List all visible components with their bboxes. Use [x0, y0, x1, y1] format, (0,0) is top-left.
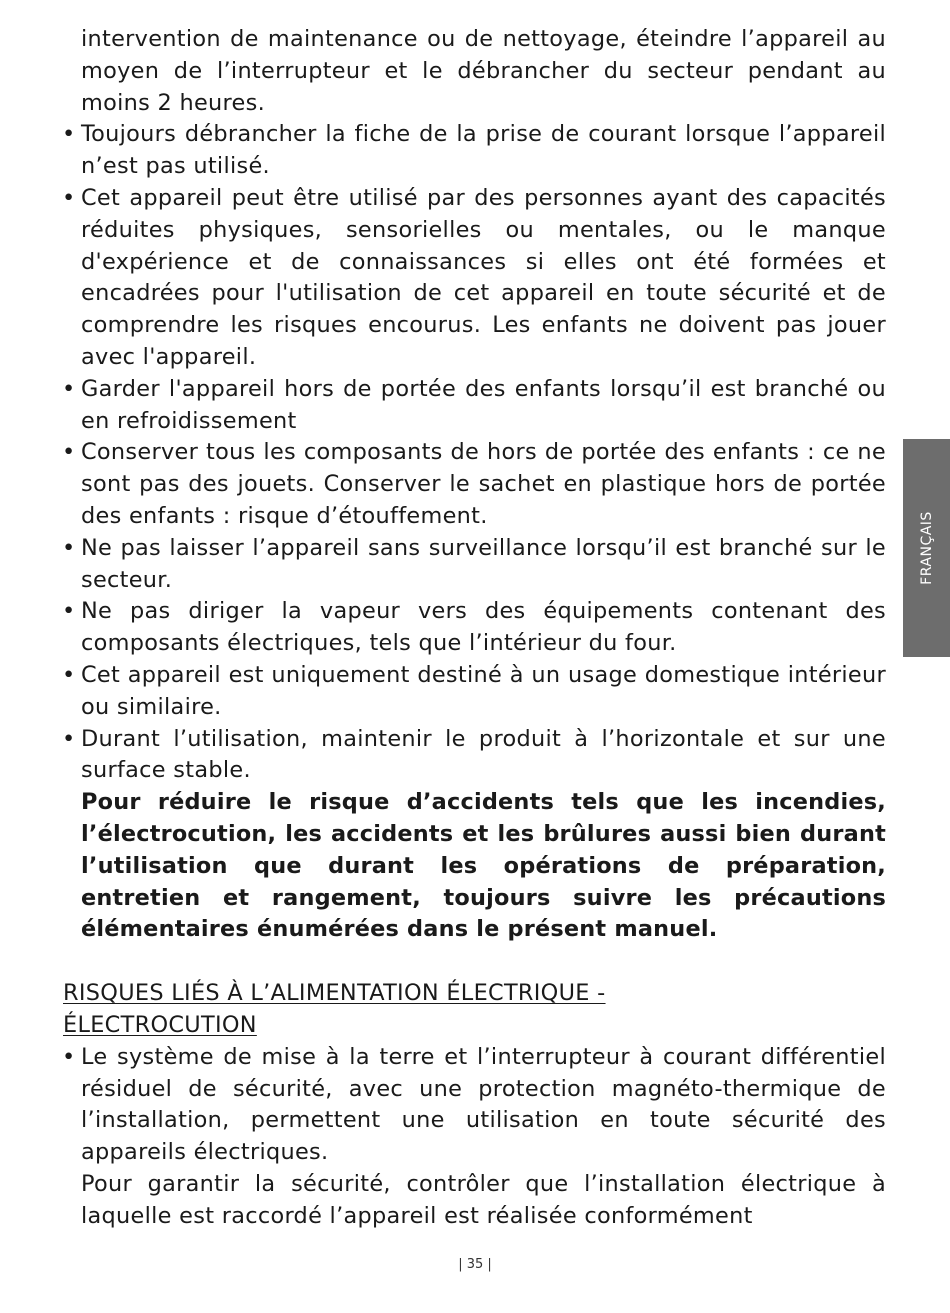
section-heading: RISQUES LIÉS À L’ALIMENTATION ÉLECTRIQUE - ÉLECTROCUTION — [63, 980, 606, 1038]
safety-warning-paragraph: Pour réduire le risque d’accidents tels que les incendies, l’électrocution, les accidents et les brûlures aussi bien durant l’utilisation que durant les opérations de préparation, entretien et rangement, toujours suivre les précautions élémentaires énumérées dans le présent manuel. — [81, 789, 886, 943]
bullet-item: • Cet appareil peut être utilisé par des personnes ayant des capacités réduites physiques, sensorielles ou mentales, ou le manque d'expérience et de connaissances si elles ont été formées et encadrées pour l'utilisation de cet appareil en toute sécurité et de comprendre les risques encourus. Les enfants ne doivent pas jouer avec l'appareil. — [81, 183, 886, 374]
page-number: | 35 | — [458, 1257, 492, 1272]
bullet-item: • Le système de mise à la terre et l’interrupteur à courant différentiel résiduel de sécurité, avec une protection magnéto-thermique de l’installation, permettent une utilisation en toute sécurité des appareils électriques. — [81, 1042, 886, 1169]
bullet-item: • Ne pas laisser l’appareil sans surveillance lorsqu’il est branché sur le secteur. — [81, 533, 886, 597]
language-side-tab — [903, 439, 950, 657]
bullet-item: • Ne pas diriger la vapeur vers des équipements contenant des composants électriques, tels que l’intérieur du four. — [81, 596, 886, 660]
bullet-item: • Garder l'appareil hors de portée des enfants lorsqu’il est branché ou en refroidissement — [81, 374, 886, 438]
bullet-item: • Toujours débrancher la fiche de la prise de courant lorsque l’appareil n’est pas utilisé. — [81, 119, 886, 183]
bullet-item: • Cet appareil est uniquement destiné à un usage domestique intérieur ou similaire. — [81, 660, 886, 724]
spacer — [0, 946, 950, 978]
page-content — [0, 24, 950, 1232]
language-tab-label: FRANÇAIS — [918, 511, 935, 585]
bullet-item: • Conserver tous les composants de hors de portée des enfants : ce ne sont pas des jouets. Conserver le sachet en plastique hors de portée des enfants : risque d’étouffement. — [81, 437, 886, 532]
continuation-paragraph: Pour garantir la sécurité, contrôler que l’installation électrique à laquelle est raccordé l’appareil est réalisée conformément — [81, 1170, 886, 1229]
bullet-item: • Durant l’utilisation, maintenir le produit à l’horizontale et sur une surface stable. — [81, 724, 886, 788]
continuation-paragraph: intervention de maintenance ou de nettoyage, éteindre l’appareil au moyen de l’interrupteur et le débrancher du secteur pendant au moins 2 heures. — [81, 26, 886, 116]
